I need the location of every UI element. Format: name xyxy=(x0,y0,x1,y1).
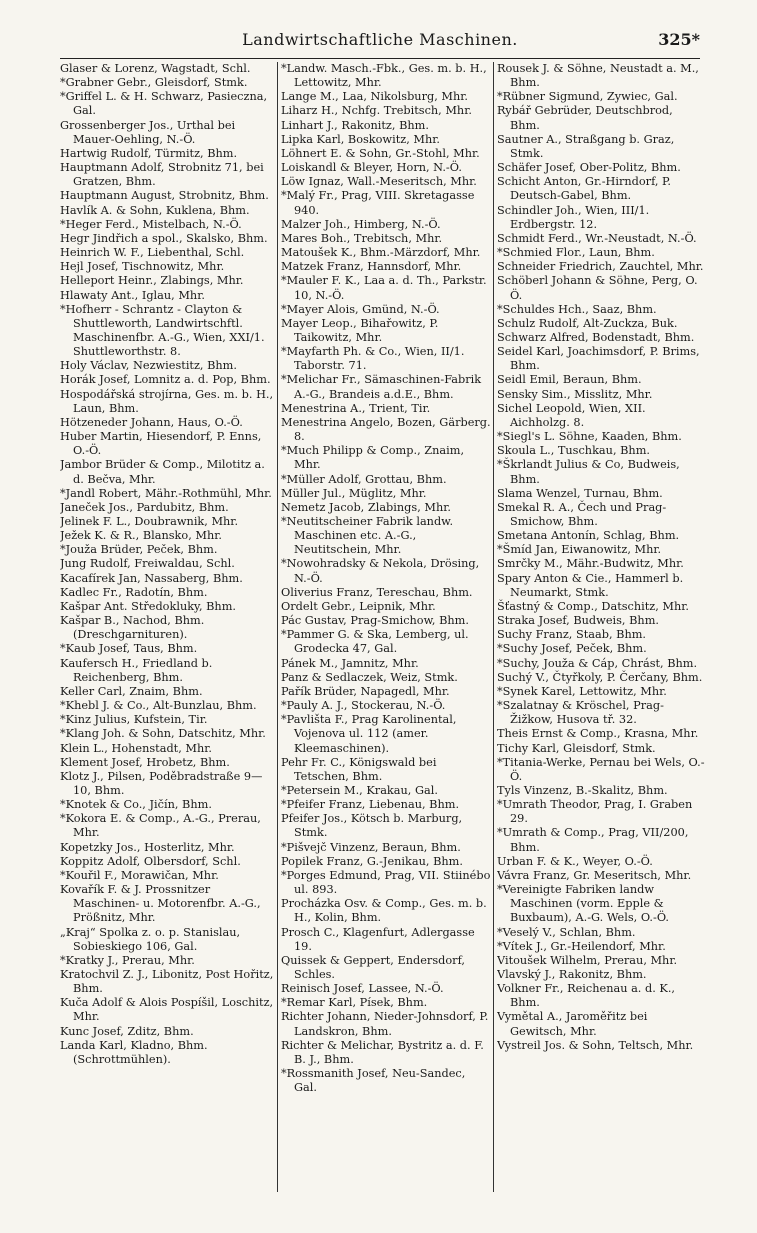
directory-entry: *Suchy, Jouža & Cáp, Chrást, Bhm. xyxy=(497,656,698,670)
directory-entry: *Škrlandt Julius & Co, Budweis, Bhm. xyxy=(497,458,680,486)
directory-entry: *Suchy Josef, Peček, Bhm. xyxy=(497,642,647,656)
directory-entry: Helleport Heinr., Zlabings, Mhr. xyxy=(60,274,244,288)
directory-entry: Ježek K. & R., Blansko, Mhr. xyxy=(60,529,222,543)
directory-entry: *Knotek & Co., Jičín, Bhm. xyxy=(60,798,212,812)
directory-entry: Schicht Anton, Gr.-Hirndorf, P. Deutsch-Gabel, Bhm. xyxy=(497,175,671,203)
directory-entry: Schulz Rudolf, Alt-Zuckza, Buk. xyxy=(497,316,678,330)
directory-entry: *Mayer Alois, Gmünd, N.-Ö. xyxy=(281,302,440,316)
page-header xyxy=(60,30,700,56)
directory-entry: Kacafírek Jan, Nassaberg, Bhm. xyxy=(60,571,243,585)
directory-entry: Jung Rudolf, Freiwaldau, Schl. xyxy=(60,557,235,571)
directory-entry: Holy Václav, Nezwiestitz, Bhm. xyxy=(60,359,237,373)
directory-entry: Horák Josef, Lomnitz a. d. Pop, Bhm. xyxy=(60,373,271,387)
directory-entry: Heinrich W. F., Liebenthal, Schl. xyxy=(60,246,245,260)
directory-entry: *Mayfarth Ph. & Co., Wien, II/1. Taborstr. 71. xyxy=(281,345,465,373)
directory-entry: Slama Wenzel, Turnau, Bhm. xyxy=(497,486,663,500)
directory-entry: Volkner Fr., Reichenau a. d. K., Bhm. xyxy=(497,982,676,1010)
directory-entry: Vlavský J., Rakonitz, Bhm. xyxy=(497,968,647,981)
directory-entry: Huber Martin, Hiesendorf, P. Enns, O.-Ö. xyxy=(60,430,262,458)
directory-entry: Smrčky M., Mähr.-Budwitz, Mhr. xyxy=(497,557,684,571)
directory-entry: Jambor Brüder & Comp., Milotitz a. d. Bečva, Mhr. xyxy=(60,458,265,486)
directory-entry: Löw Ignaz, Wall.-Meseritsch, Mhr. xyxy=(281,175,477,189)
directory-entry: *Hofherr - Schrantz - Clayton & Shuttleworth, Landwirtschftl. Maschinenfbr. A.-G., Wien, XXI/1. Shuttleworthstr. 8. xyxy=(60,302,265,359)
directory-entry: Kadlec Fr., Radotín, Bhm. xyxy=(60,585,208,599)
directory-entry: *Kokora E. & Comp., A.-G., Prerau, Mhr. xyxy=(60,812,261,840)
directory-entry: Menestrina Angelo, Bozen, Gärberg. 8. xyxy=(281,415,491,444)
directory-entry: Vymětal A., Jaroměřitz bei Gewitsch, Mhr. xyxy=(497,1010,648,1038)
directory-entry: Richter & Melichar, Bystritz a. d. F. B. J., Bhm. xyxy=(281,1038,484,1066)
directory-entry: Pfeifer Jos., Kötsch b. Marburg, Stmk. xyxy=(281,812,463,840)
directory-entry: *Pavlišta F., Prag Karolinental, Vojenova ul. 112 (amer. Kleemaschinen). xyxy=(281,713,457,755)
directory-entry: Löhnert E. & Sohn, Gr.-Stohl, Mhr. xyxy=(281,146,480,160)
directory-entry: Mayer Leop., Bihařowitz, P. Taikowitz, Mhr. xyxy=(281,316,439,344)
directory-entry: Pác Gustav, Prag-Smichow, Bhm. xyxy=(281,614,469,628)
directory-entry: Menestrina A., Trient, Tir. xyxy=(281,401,431,415)
directory-entry: *Landw. Masch.-Fbk., Ges. m. b. H., Lettowitz, Mhr. xyxy=(281,62,487,90)
directory-entry: Pařík Brüder, Napagedl, Mhr. xyxy=(281,684,450,698)
directory-entry: Liharz H., Nchfg. Trebitsch, Mhr. xyxy=(281,104,472,118)
directory-entry: *Titania-Werke, Pernau bei Wels, O.-Ö. xyxy=(497,755,705,783)
directory-entry: Schwarz Alfred, Bodenstadt, Bhm. xyxy=(497,330,695,344)
directory-entry: *Pammer G. & Ska, Lemberg, ul. Grodecka 47, Gal. xyxy=(281,628,469,656)
directory-entry: *Neutitscheiner Fabrik landw. Maschinen etc. A.-G., Neutitschein, Mhr. xyxy=(281,515,454,557)
directory-entry: *Petersein M., Krakau, Gal. xyxy=(281,783,438,797)
page-number: 325* xyxy=(658,30,700,49)
column-1 xyxy=(60,62,274,1202)
directory-entry: Urban F. & K., Weyer, O.-Ö. xyxy=(497,854,653,868)
directory-entry: *Veselý V., Schlan, Bhm. xyxy=(497,925,636,939)
directory-entry: Keller Carl, Znaim, Bhm. xyxy=(60,684,203,698)
directory-entry: *Malý Fr., Prag, VIII. Skretagasse 940. xyxy=(281,189,475,217)
directory-entry: *Kinz Julius, Kufstein, Tir. xyxy=(60,713,208,727)
directory-entry: Matoušek K., Bhm.-Märzdorf, Mhr. xyxy=(281,246,481,260)
directory-entry: Tyls Vinzenz, B.-Skalitz, Bhm. xyxy=(497,783,668,797)
directory-entry: Suchy Franz, Staab, Bhm. xyxy=(497,628,647,642)
directory-entry: Popilek Franz, G.-Jenikau, Bhm. xyxy=(281,854,463,868)
directory-entry: Rousek J. & Söhne, Neustadt a. M., Bhm. xyxy=(497,62,699,90)
directory-entry: Kunc Josef, Zditz, Bhm. xyxy=(60,1024,194,1038)
directory-entry: Kaufersch H., Friedland b. Reichenberg, Bhm. xyxy=(60,656,213,684)
directory-entry: Klotz J., Pilsen, Poděbradstraße 9—10, Bhm. xyxy=(60,769,263,797)
directory-entry: *Griffel L. & H. Schwarz, Pasieczna, Gal. xyxy=(60,90,268,118)
directory-entry: Havlík A. & Sohn, Kuklena, Bhm. xyxy=(60,203,250,217)
directory-entry: Mares Boh., Trebitsch, Mhr. xyxy=(281,231,443,245)
directory-entry: Reinisch Josef, Lassee, N.-Ö. xyxy=(281,982,444,996)
directory-entry: *Müller Adolf, Grottau, Bhm. xyxy=(281,472,447,486)
directory-entry: Klein L., Hohenstadt, Mhr. xyxy=(60,741,213,755)
directory-entry: Ordelt Gebr., Leipnik, Mhr. xyxy=(281,599,436,613)
directory-entry: Grossenberger Jos., Urthal bei Mauer-Oehling, N.-Ö. xyxy=(60,118,236,146)
directory-entry: Kovařík F. & J. Prossnitzer Maschinen- u. Motorenfbr. A.-G., Prößnitz, Mhr. xyxy=(60,883,261,925)
directory-entry: *Umrath & Comp., Prag, VII/200, Bhm. xyxy=(497,826,689,854)
directory-entry: *Šmíd Jan, Eiwanowitz, Mhr. xyxy=(497,543,662,557)
directory-entry: *Szalatnay & Kröschel, Prag-Žižkow, Husova tř. 32. xyxy=(497,699,664,727)
directory-entry: Kuča Adolf & Alois Pospíšil, Loschitz, Mhr. xyxy=(60,996,274,1024)
directory-entry: Sichel Leopold, Wien, XII. Aichholzg. 8. xyxy=(497,401,646,429)
directory-entry: *Vereinigte Fabriken landw Maschinen (vorm. Epple & Buxbaum), A.-G. Wels, O.-Ö. xyxy=(497,883,670,925)
directory-entry: Sautner A., Straßgang b. Graz, Stmk. xyxy=(497,132,675,160)
directory-entry: Kopetzky Jos., Hosterlitz, Mhr. xyxy=(60,840,235,854)
directory-entry: *Mauler F. K., Laa a. d. Th., Parkstr. 10, N.-Ö. xyxy=(281,274,487,302)
directory-entry: *Schmied Flor., Laun, Bhm. xyxy=(497,246,655,260)
directory-entry: Glaser & Lorenz, Wagstadt, Schl. xyxy=(60,62,251,75)
directory-entry: Kratochvil Z. J., Libonitz, Post Hořitz, Bhm. xyxy=(60,968,274,996)
directory-entry: Müller Jul., Müglitz, Mhr. xyxy=(281,486,427,500)
directory-entry: *Heger Ferd., Mistelbach, N.-Ö. xyxy=(60,217,242,231)
directory-entry: *Melichar Fr., Sämaschinen-Fabrik A.-G., Brandeis a.d.E., Bhm. xyxy=(281,373,482,401)
directory-entry: *Vítek J., Gr.-Heilendorf, Mhr. xyxy=(497,939,666,953)
directory-entry: Hauptmann August, Strobnitz, Bhm. xyxy=(60,189,269,203)
directory-entry: Šťastný & Comp., Datschitz, Mhr. xyxy=(497,599,690,613)
directory-entry: Suchý V., Čtyřkoly, P. Čerčany, Bhm. xyxy=(497,670,703,684)
directory-entry: *Porges Edmund, Prag, VII. Stiinébo ul. 893. xyxy=(281,868,491,897)
directory-entry: Pánek M., Jamnitz, Mhr. xyxy=(281,656,419,670)
directory-entry: Procházka Osv. & Comp., Ges. m. b. H., Kolin, Bhm. xyxy=(281,897,487,925)
directory-entry: Vystreil Jos. & Sohn, Teltsch, Mhr. xyxy=(497,1038,694,1052)
header-rule xyxy=(60,58,700,59)
directory-entry: Tichy Karl, Gleisdorf, Stmk. xyxy=(497,741,656,755)
directory-entry: Jelinek F. L., Doubrawnik, Mhr. xyxy=(60,515,239,528)
directory-entry: Linhart J., Rakonitz, Bhm. xyxy=(281,118,429,132)
directory-entry: *Pauly A. J., Stockerau, N.-Ö. xyxy=(281,699,446,713)
directory-entry: Skoula L., Tuschkau, Bhm. xyxy=(497,444,651,458)
directory-entry: Matzek Franz, Hannsdorf, Mhr. xyxy=(281,260,462,274)
directory-entry: Spary Anton & Cie., Hammerl b. Neumarkt, Stmk. xyxy=(497,571,684,599)
directory-entry: Prosch C., Klagenfurt, Adlergasse 19. xyxy=(281,925,475,953)
directory-entry: Hegr Jindřich a spol., Skalsko, Bhm. xyxy=(60,231,268,245)
directory-entry: Pehr Fr. C., Königswald bei Tetschen, Bhm. xyxy=(281,755,437,783)
directory-entry: Seidl Emil, Beraun, Bhm. xyxy=(497,373,642,387)
directory-entry: *Jandl Robert, Mähr.-Rothmühl, Mhr. xyxy=(60,486,272,500)
directory-entry: Janeček Jos., Pardubitz, Bhm. xyxy=(60,500,229,514)
directory-entry: Hospodářská strojírna, Ges. m. b. H., Laun, Bhm. xyxy=(60,387,274,415)
directory-entry: *Rossmanith Josef, Neu-Sandec, Gal. xyxy=(281,1067,466,1095)
directory-entry: *Klang Joh. & Sohn, Datschitz, Mhr. xyxy=(60,727,266,741)
directory-entry: Lange M., Laa, Nikolsburg, Mhr. xyxy=(281,90,468,104)
page-title: Landwirtschaftliche Maschinen. xyxy=(242,30,518,49)
directory-entry: Quissek & Geppert, Endersdorf, Schles. xyxy=(281,953,465,981)
directory-entry: *Nowohradsky & Nekola, Drösing, N.-Ö. xyxy=(281,557,480,585)
directory-entry: Straka Josef, Budweis, Bhm. xyxy=(497,614,659,628)
directory-entry: Hejl Josef, Tischnowitz, Mhr. xyxy=(60,260,225,274)
directory-entry: Schäfer Josef, Ober-Politz, Bhm. xyxy=(497,161,681,175)
directory-entry: Nemetz Jacob, Zlabings, Mhr. xyxy=(281,500,451,514)
directory-entry: Hlawaty Ant., Iglau, Mhr. xyxy=(60,288,205,302)
directory-entry: Sensky Sim., Misslitz, Mhr. xyxy=(497,387,653,401)
directory-entry: Theis Ernst & Comp., Krasna, Mhr. xyxy=(497,727,699,741)
directory-entry: Klement Josef, Hrobetz, Bhm. xyxy=(60,755,230,769)
directory-entry: Malzer Joh., Himberg, N.-Ö. xyxy=(281,217,441,231)
directory-entry: Smekal R. A., Čech und Prag-Smichow, Bhm. xyxy=(497,500,667,528)
directory-entry: Smetana Antonín, Schlag, Bhm. xyxy=(497,529,680,543)
directory-columns xyxy=(60,62,705,1202)
directory-entry: Schindler Joh., Wien, III/1. Erdbergstr. 12. xyxy=(497,203,650,231)
directory-entry: *Jouža Brüder, Peček, Bhm. xyxy=(60,543,218,557)
directory-entry: „Kraj“ Spolka z. o. p. Stanislau, Sobieskiego 106, Gal. xyxy=(60,925,241,953)
directory-entry: *Pfeifer Franz, Liebenau, Bhm. xyxy=(281,798,460,812)
directory-entry: Lipka Karl, Boskowitz, Mhr. xyxy=(281,132,440,146)
directory-entry: Seidel Karl, Joachimsdorf, P. Brims, Bhm. xyxy=(497,345,700,373)
directory-entry: Schneider Friedrich, Zauchtel, Mhr. xyxy=(497,260,704,274)
directory-entry: Vávra Franz, Gr. Meseritsch, Mhr. xyxy=(497,868,692,882)
directory-entry: Vitoušek Wilhelm, Prerau, Mhr. xyxy=(497,953,678,967)
directory-entry: *Schuldes Hch., Saaz, Bhm. xyxy=(497,302,657,316)
directory-entry: *Kaub Josef, Taus, Bhm. xyxy=(60,642,198,656)
directory-entry: Kašpar B., Nachod, Bhm. (Dreschgarnituren). xyxy=(60,614,205,642)
directory-entry: Hartwig Rudolf, Türmitz, Bhm. xyxy=(60,146,238,160)
directory-entry: Panz & Sedlaczek, Weiz, Stmk. xyxy=(281,670,458,684)
directory-entry: *Kouřil F., Morawičan, Mhr. xyxy=(60,868,219,882)
directory-entry: Schmidt Ferd., Wr.-Neustadt, N.-Ö. xyxy=(497,231,697,245)
directory-entry: *Synek Karel, Lettowitz, Mhr. xyxy=(497,684,667,698)
directory-entry: Rybář Gebrüder, Deutschbrod, Bhm. xyxy=(497,104,673,132)
directory-entry: *Umrath Theodor, Prag, I. Graben 29. xyxy=(497,798,693,826)
directory-entry: Koppitz Adolf, Olbersdorf, Schl. xyxy=(60,854,241,868)
directory-entry: *Remar Karl, Písek, Bhm. xyxy=(281,996,428,1010)
directory-entry: Kašpar Ant. Středokluky, Bhm. xyxy=(60,599,237,613)
directory-entry: Richter Johann, Nieder-Johnsdorf, P. Landskron, Bhm. xyxy=(281,1010,489,1038)
column-2 xyxy=(281,62,491,1202)
directory-entry: *Grabner Gebr., Gleisdorf, Stmk. xyxy=(60,76,248,90)
directory-entry: *Pišvejč Vinzenz, Beraun, Bhm. xyxy=(281,840,461,854)
directory-entry: *Much Philipp & Comp., Znaim, Mhr. xyxy=(281,444,465,472)
directory-entry: Hauptmann Adolf, Strobnitz 71, bei Gratzen, Bhm. xyxy=(60,161,264,189)
directory-entry: Schöberl Johann & Söhne, Perg, O. Ö. xyxy=(497,274,698,302)
column-3 xyxy=(497,62,705,1202)
directory-entry: Landa Karl, Kladno, Bhm. (Schrottmühlen). xyxy=(60,1038,208,1066)
directory-entry: Oliverius Franz, Tereschau, Bhm. xyxy=(281,585,473,599)
directory-entry: Loiskandl & Bleyer, Horn, N.-Ö. xyxy=(281,161,462,175)
directory-entry: Hötzeneder Johann, Haus, O.-Ö. xyxy=(60,415,243,429)
directory-entry: *Rübner Sigmund, Zywiec, Gal. xyxy=(497,90,678,104)
directory-entry: *Kratky J., Prerau, Mhr. xyxy=(60,953,195,967)
directory-entry: *Khebl J. & Co., Alt-Bunzlau, Bhm. xyxy=(60,699,257,713)
directory-entry: *Siegl's L. Söhne, Kaaden, Bhm. xyxy=(497,430,682,444)
